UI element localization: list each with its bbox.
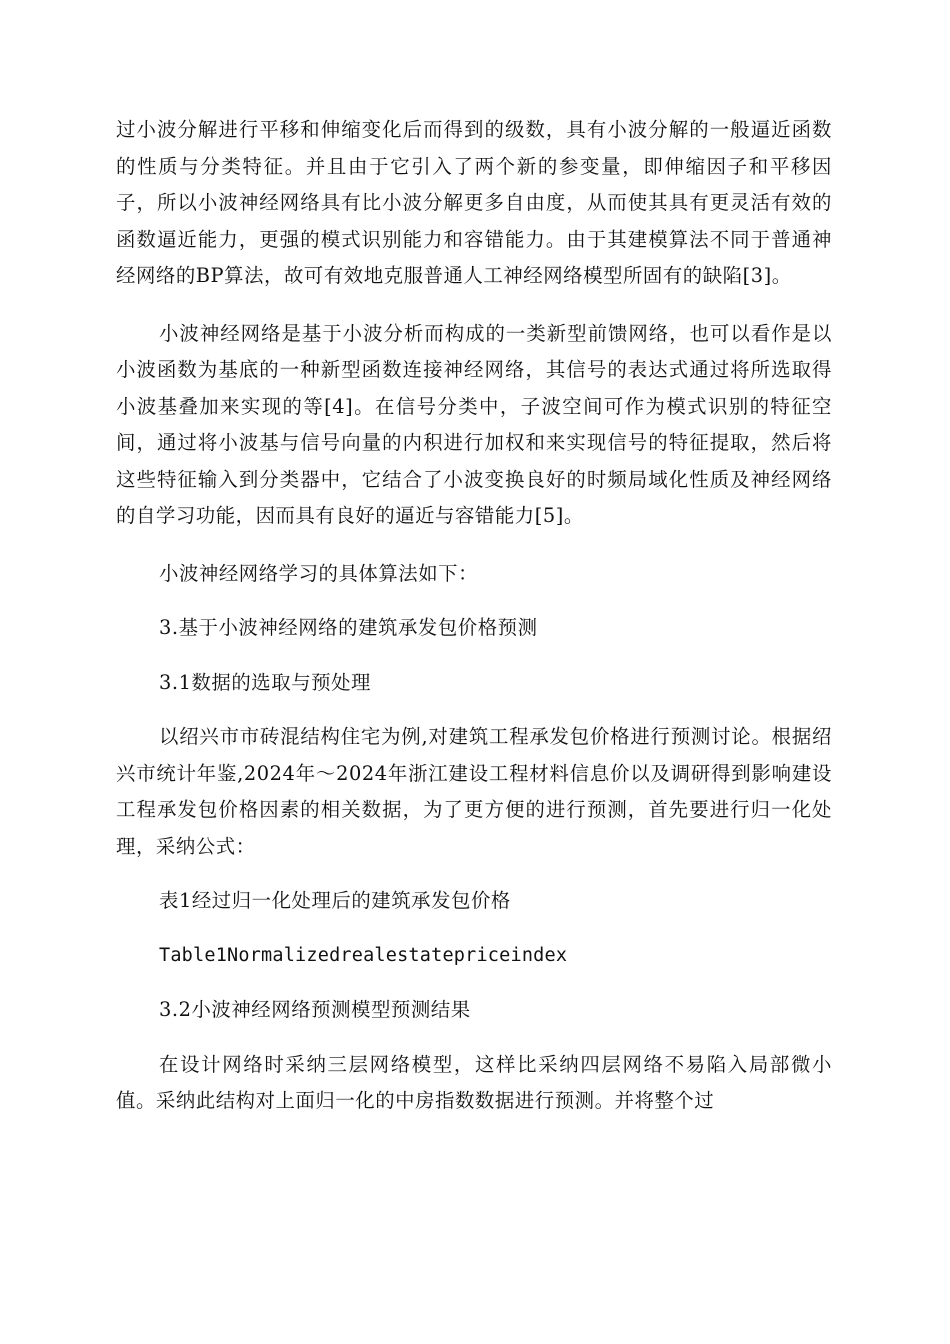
section-heading-3-2: 3.2小波神经网络预测模型预测结果	[159, 998, 471, 1021]
paragraph-algorithm-intro: 小波神经网络学习的具体算法如下：	[159, 561, 479, 585]
document-body	[116, 112, 832, 1120]
table-caption-english: Table1Normalizedrealestatepriceindex	[159, 944, 568, 966]
paragraph-wavelet-intro-continued: 过小波分解进行平移和伸缩变化后而得到的级数，具有小波分解的一般逼近函数的性质与分类特征。并且由于它引入了两个新的参变量，即伸缩因子和平移因子，所以小波神经网络具有比小波分解更多自由度，从而使其具有更灵活有效的函数逼近能力，更强的模式识别能力和容错能力。由于其建模算法不同于普通神经网络的BP算法，故可有效地克服普通人工神经网络模型所固有的缺陷[3]。	[116, 118, 832, 287]
paragraph-wavelet-network-definition: 小波神经网络是基于小波分析而构成的一类新型前馈网络，也可以看作是以小波函数为基底的一种新型函数连接神经网络，其信号的表达式通过将所选取得小波基叠加来实现的等[4]。在信号分类中，子波空间可作为模式识别的特征空间，通过将小波基与信号向量的内积进行加权和来实现信号的特征提取，然后将这些特征输入到分类器中，它结合了小波变换良好的时频局域化性质及神经网络的自学习功能，因而具有良好的逼近与容错能力[5]。	[116, 321, 832, 527]
section-heading-3-1: 3.1数据的选取与预处理	[159, 670, 371, 694]
paragraph-data-selection: 以绍兴市市砖混结构住宅为例,对建筑工程承发包价格进行预测讨论。根据绍兴市统计年鉴,2024年～2024年浙江建设工程材料信息价以及调研得到影响建设工程承发包价格因素的相关数据，为了更方便的进行预测，首先要进行归一化处理，采纳公式：	[116, 725, 832, 858]
section-heading-3: 3.基于小波神经网络的建筑承发包价格预测	[159, 616, 538, 639]
paragraph-prediction-results: 在设计网络时采纳三层网络模型，这样比采纳四层网络不易陷入局部微小值。采纳此结构对上面归一化的中房指数数据进行预测。并将整个过	[116, 1052, 832, 1112]
table-caption-chinese: 表1经过归一化处理后的建筑承发包价格	[159, 889, 511, 912]
